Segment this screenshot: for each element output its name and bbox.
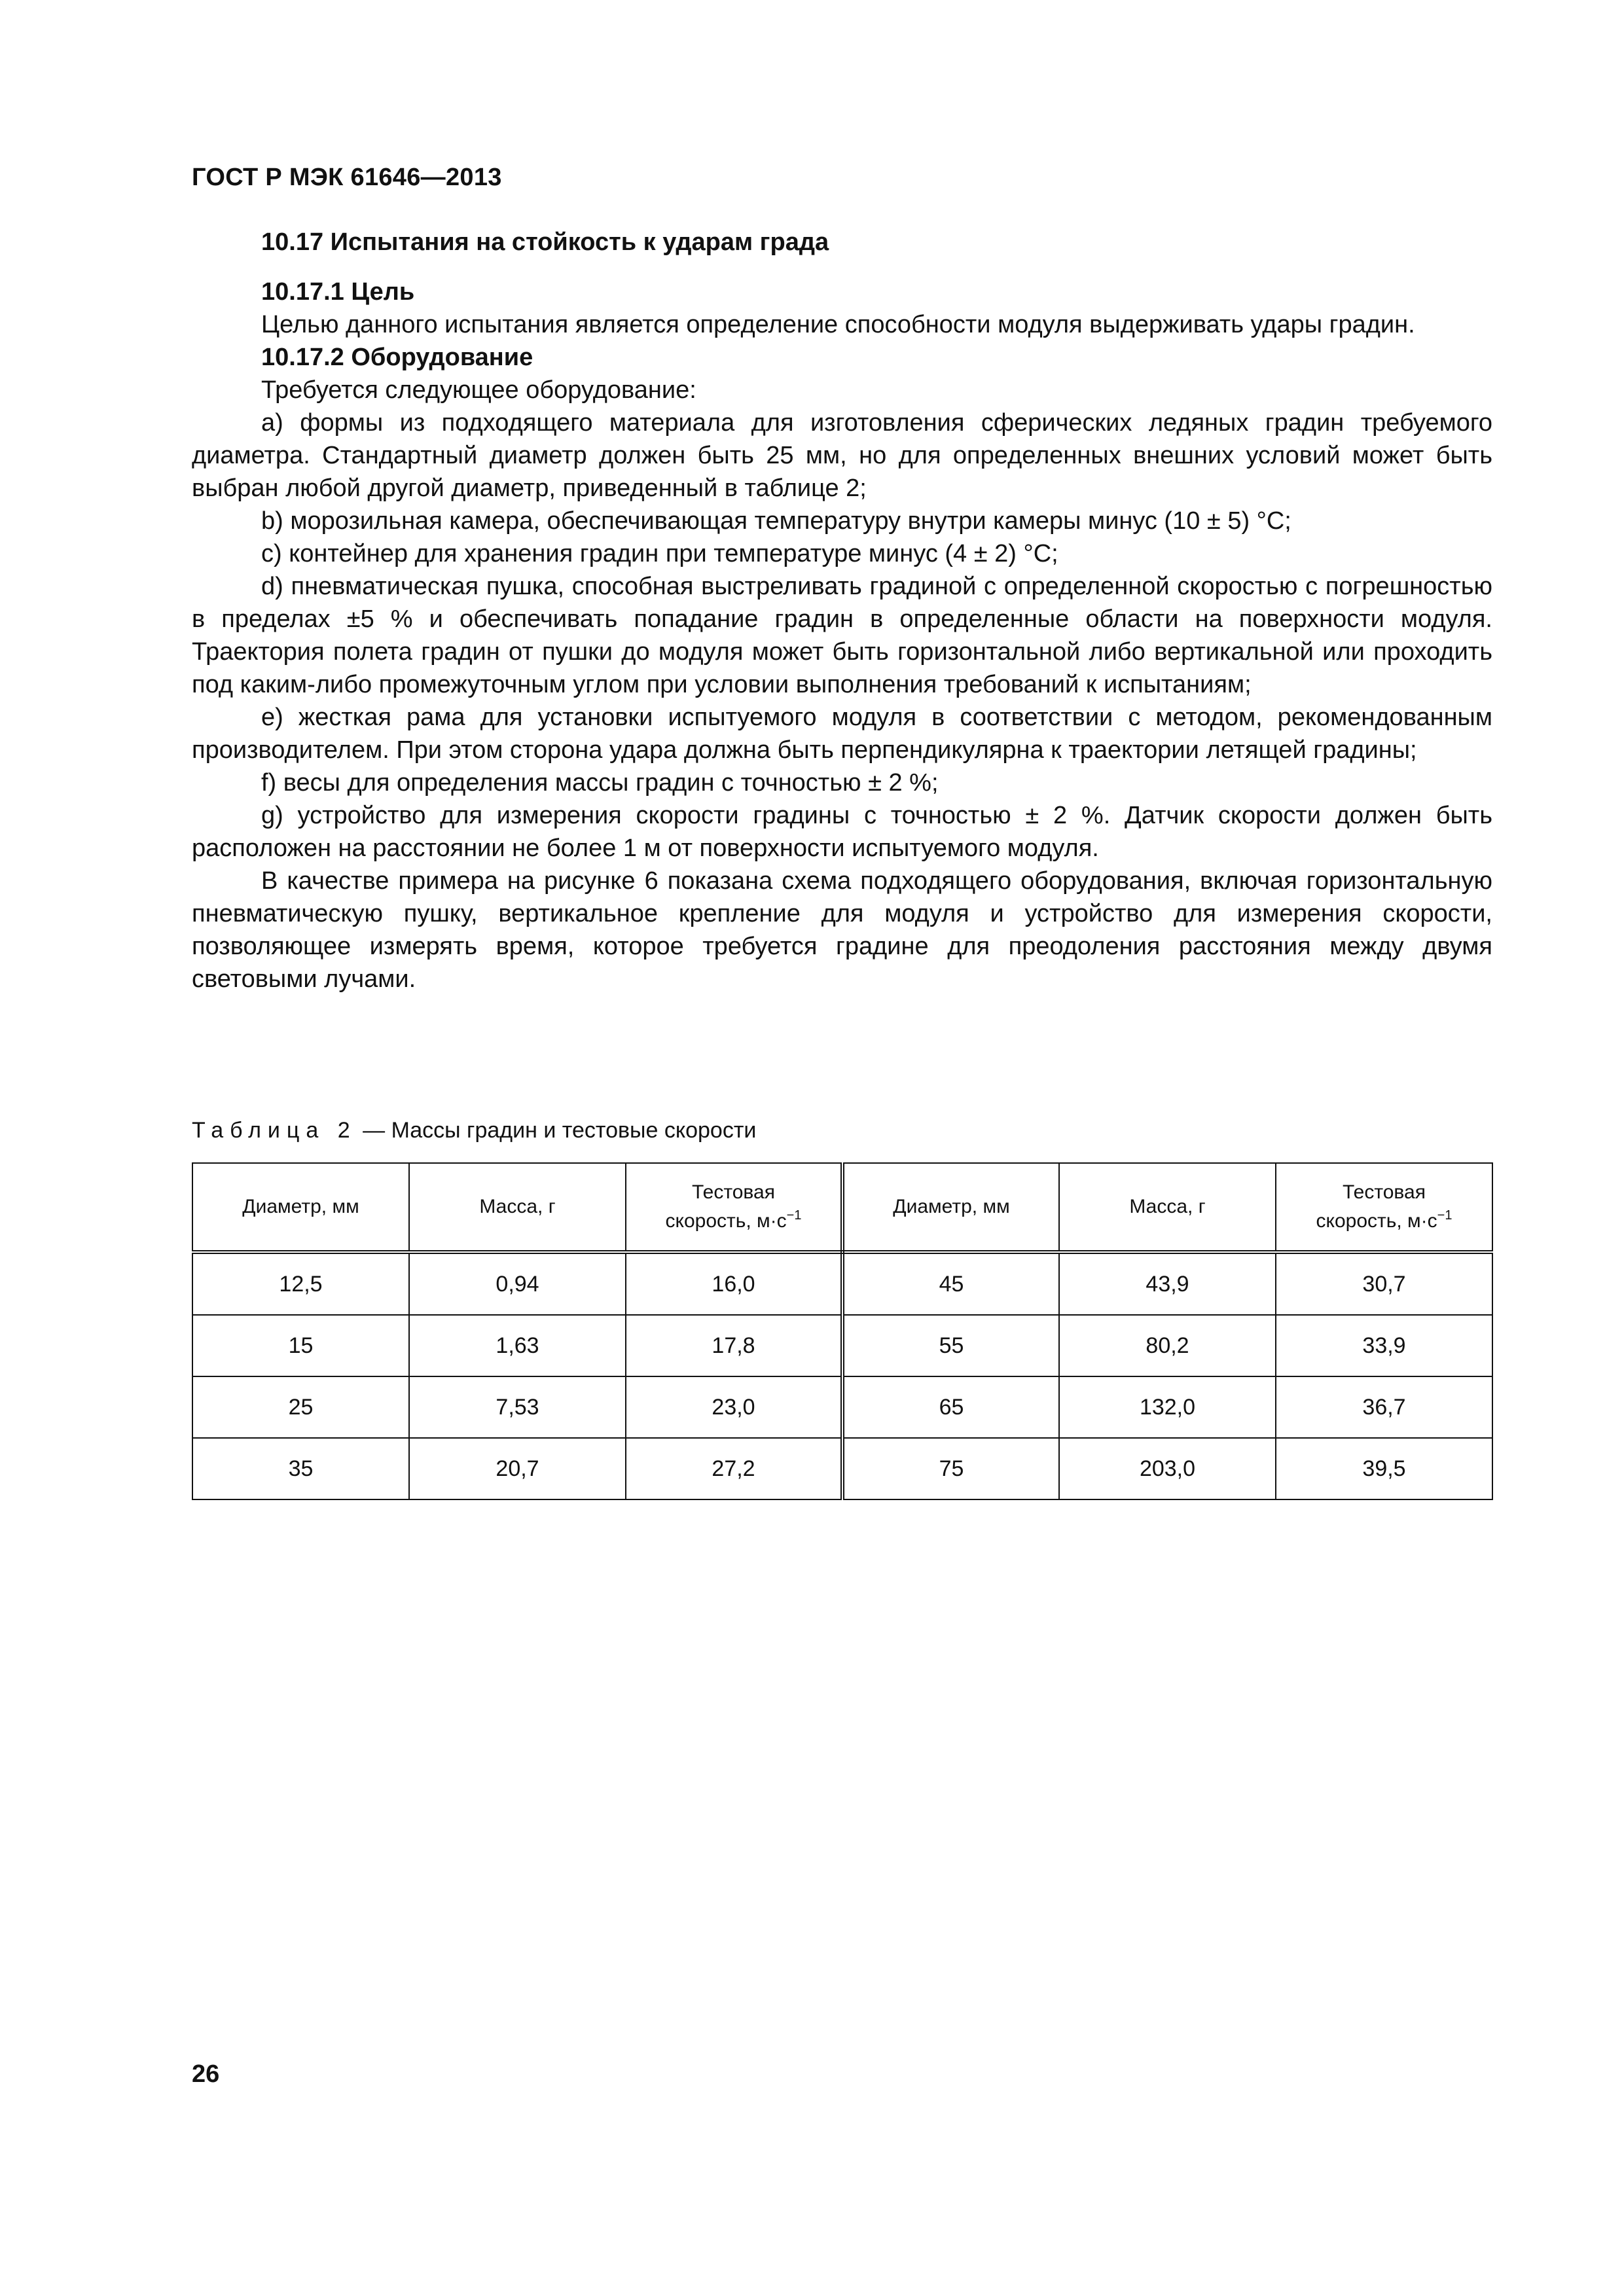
header-speed-exponent: −1 [786,1208,802,1223]
hail-mass-table [192,1162,1493,1500]
purpose-text: Целью данного испытания является определение способности модуля выдерживать удары градин. [261,311,1415,338]
equipment-item-d: d) пневматическая пушка, способная выстреливать градиной с определенной скоростью с погрешностью в пределах ±5 % и обеспечивать попадание градин в определенные области на поверхности модуля. Траектория полета градин от пушки до модуля может быть горизонтальной либо вертикальной или проходить под каким-либо промежуточным углом при условии выполнения требований к испытаниям; [192,573,1492,698]
table-cell: 39,5 [1276,1438,1492,1499]
header-speed [1276,1163,1492,1252]
table-cell: 27,2 [626,1438,842,1499]
table-cell: 1,63 [409,1315,626,1376]
table-cell: 0,94 [409,1252,626,1315]
section-title: 10.17 Испытания на стойкость к ударам града [261,228,829,256]
table-cell: 25 [192,1376,409,1438]
header-diameter: Диаметр, мм [842,1163,1059,1252]
page-number: 26 [192,2060,220,2088]
table-cell: 16,0 [626,1252,842,1315]
table-cell: 20,7 [409,1438,626,1499]
header-mass: Масса, г [409,1163,626,1252]
header-speed-line1: Тестовая [692,1181,775,1203]
table-cell: 17,8 [626,1315,842,1376]
table-cell: 132,0 [1059,1376,1276,1438]
table-cell: 30,7 [1276,1252,1492,1315]
equipment-item-e: e) жесткая рама для установки испытуемого модуля в соответствии с методом, рекомендованным производителем. При этом сторона удара должна быть перпендикулярна к траектории летящей градины; [192,704,1492,764]
table-caption-text: — Массы градин и тестовые скорости [356,1118,757,1143]
table-row [192,1376,1492,1438]
table-cell: 12,5 [192,1252,409,1315]
equipment-item-f: f) весы для определения массы градин с точностью ± 2 %; [261,769,939,797]
table-cell: 45 [842,1252,1059,1315]
table-cell: 203,0 [1059,1438,1276,1499]
section-body [192,226,1492,996]
header-speed [626,1163,842,1252]
header-speed-line2: скорость, м·с [1316,1210,1437,1232]
example-paragraph: В качестве примера на рисунке 6 показана схема подходящего оборудования, включая горизонтальную пневматическую пушку, вертикальное крепление для модуля и устройство для измерения скорости, позволяющее измерять время, которое требуется градине для преодоления расстояния между двумя световыми лучами. [192,867,1492,993]
purpose-heading: 10.17.1 Цель [261,278,415,306]
table-cell: 65 [842,1376,1059,1438]
table-cell: 36,7 [1276,1376,1492,1438]
table-caption [192,1116,756,1145]
equipment-heading: 10.17.2 Оборудование [261,344,533,371]
table-cell: 33,9 [1276,1315,1492,1376]
header-speed-line1: Тестовая [1343,1181,1426,1203]
table-caption-label: Таблица 2 [192,1118,357,1143]
header-mass: Масса, г [1059,1163,1276,1252]
table-row [192,1438,1492,1499]
equipment-item-b: b) морозильная камера, обеспечивающая температуру внутри камеры минус (10 ± 5) °С; [261,507,1291,535]
table-cell: 55 [842,1315,1059,1376]
table-cell: 75 [842,1438,1059,1499]
table-cell: 7,53 [409,1376,626,1438]
table-cell: 23,0 [626,1376,842,1438]
equipment-item-c: c) контейнер для хранения градин при температуре минус (4 ± 2) °С; [261,540,1058,567]
table-row [192,1252,1492,1315]
equipment-intro: Требуется следующее оборудование: [261,376,696,404]
table-cell: 15 [192,1315,409,1376]
table-cell: 35 [192,1438,409,1499]
table-cell: 80,2 [1059,1315,1276,1376]
header-speed-line2: скорость, м·с [665,1210,787,1232]
document-header: ГОСТ Р МЭК 61646—2013 [192,164,502,191]
equipment-item-a: a) формы из подходящего материала для изготовления сферических ледяных градин требуемого диаметра. Стандартный диаметр должен быть 25 мм, но для определенных внешних условий может быть выбран любой другой диаметр, приведенный в таблице 2; [192,409,1492,502]
table-header-row [192,1163,1492,1252]
table-row [192,1315,1492,1376]
table-cell: 43,9 [1059,1252,1276,1315]
equipment-item-g: g) устройство для измерения скорости градины с точностью ± 2 %. Датчик скорости должен быть расположен на расстоянии не более 1 м от поверхности испытуемого модуля. [192,802,1492,862]
header-diameter: Диаметр, мм [192,1163,409,1252]
header-speed-exponent: −1 [1437,1208,1453,1223]
